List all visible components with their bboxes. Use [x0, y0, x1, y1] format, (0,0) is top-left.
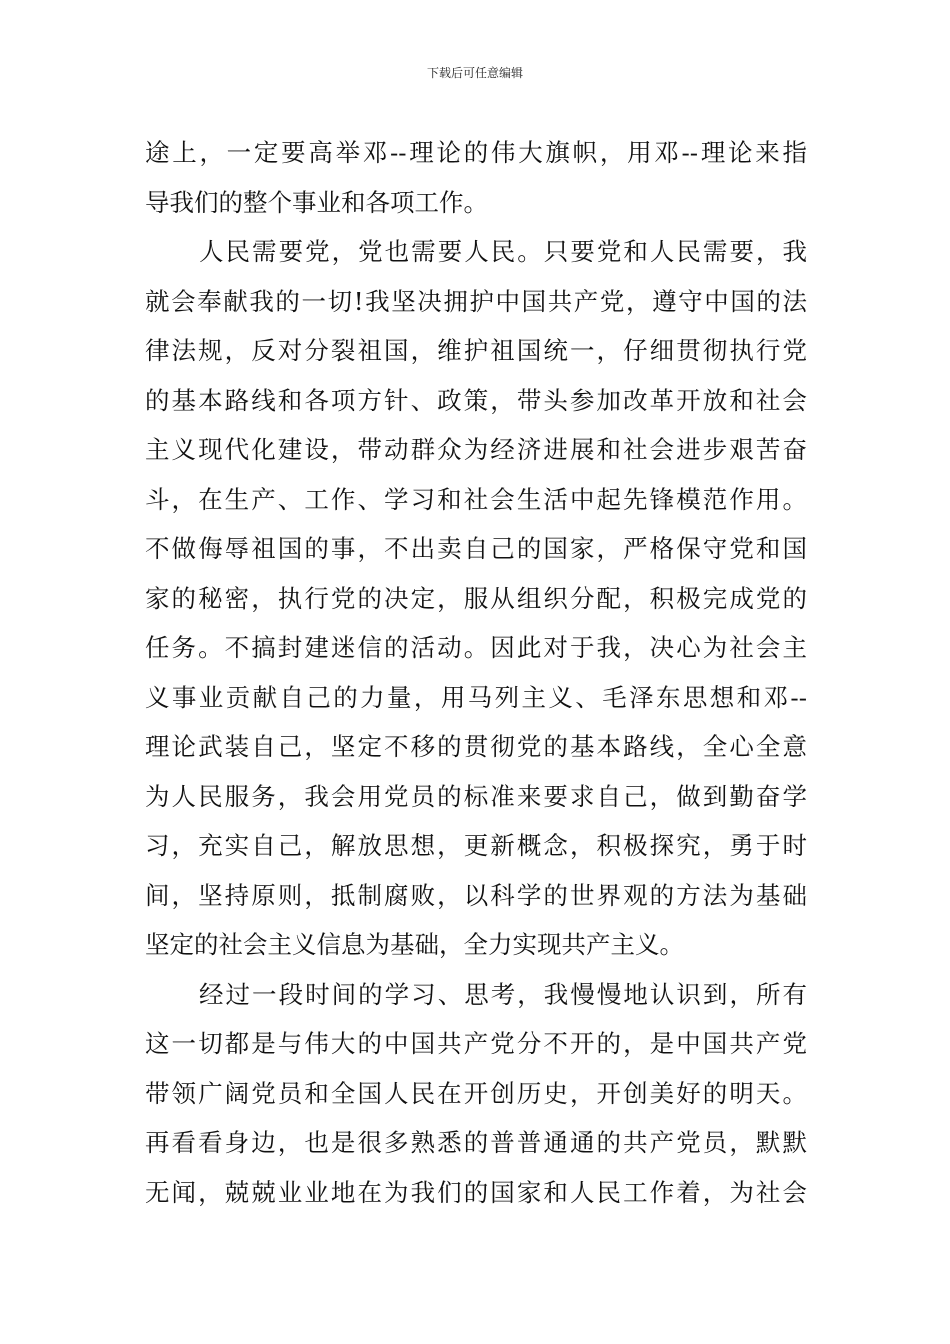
text-line: 这一切都是与伟大的中国共产党分不开的，是中国共产党: [145, 1029, 807, 1058]
text-line: 就会奉献我的一切!我坚决拥护中国共产党，遵守中国的法: [145, 286, 807, 316]
text-line: 理论武装自己，坚定不移的贯彻党的基本路线，全心全意: [145, 732, 807, 761]
text-line: 律法规，反对分裂祖国，维护祖国统一，仔细贯彻执行党: [145, 336, 807, 365]
text-line: 的基本路线和各项方针、政策，带头参加改革开放和社会: [145, 385, 807, 415]
text-line: 主义现代化建设，带动群众为经济进展和社会进步艰苦奋: [145, 435, 807, 464]
text-line: 为人民服务，我会用党员的标准来要求自己，做到勤奋学: [145, 781, 807, 811]
text-line: 间，坚持原则，抵制腐败，以科学的世界观的方法为基础: [145, 880, 807, 910]
text-line: 再看看身边，也是很多熟悉的普普通通的共产党员，默默: [145, 1128, 807, 1157]
text-line: 人民需要党，党也需要人民。只要党和人民需要，我: [199, 237, 807, 266]
text-line: 坚定的社会主义信息为基础，全力实现共产主义。: [145, 930, 684, 959]
text-line: 不做侮辱祖国的事，不出卖自己的国家，严格保守党和国: [145, 534, 807, 563]
text-line: 习，充实自己，解放思想，更新概念，积极探究，勇于时: [145, 831, 807, 860]
text-line: 无闻，兢兢业业地在为我们的国家和人民工作着，为社会: [145, 1177, 807, 1207]
text-line: 带领广阔党员和全国人民在开创历史，开创美好的明天。: [145, 1078, 807, 1108]
text-line: 经过一段时间的学习、思考，我慢慢地认识到，所有: [199, 979, 807, 1009]
text-line: 义事业贡献自己的力量，用马列主义、毛泽东思想和邓--: [145, 682, 807, 712]
text-line: 斗，在生产、工作、学习和社会生活中起先锋模范作用。: [145, 484, 807, 514]
text-line: 导我们的整个事业和各项工作。: [145, 187, 488, 217]
text-line: 途上，一定要高举邓--理论的伟大旗帜，用邓--理论来指: [145, 138, 807, 167]
page-header: 下载后可任意编辑: [426, 66, 523, 80]
body-text: [145, 128, 807, 1217]
text-line: 任务。不搞封建迷信的活动。因此对于我，决心为社会主: [145, 633, 807, 662]
text-line: 家的秘密，执行党的决定，服从组织分配，积极完成党的: [145, 583, 807, 613]
